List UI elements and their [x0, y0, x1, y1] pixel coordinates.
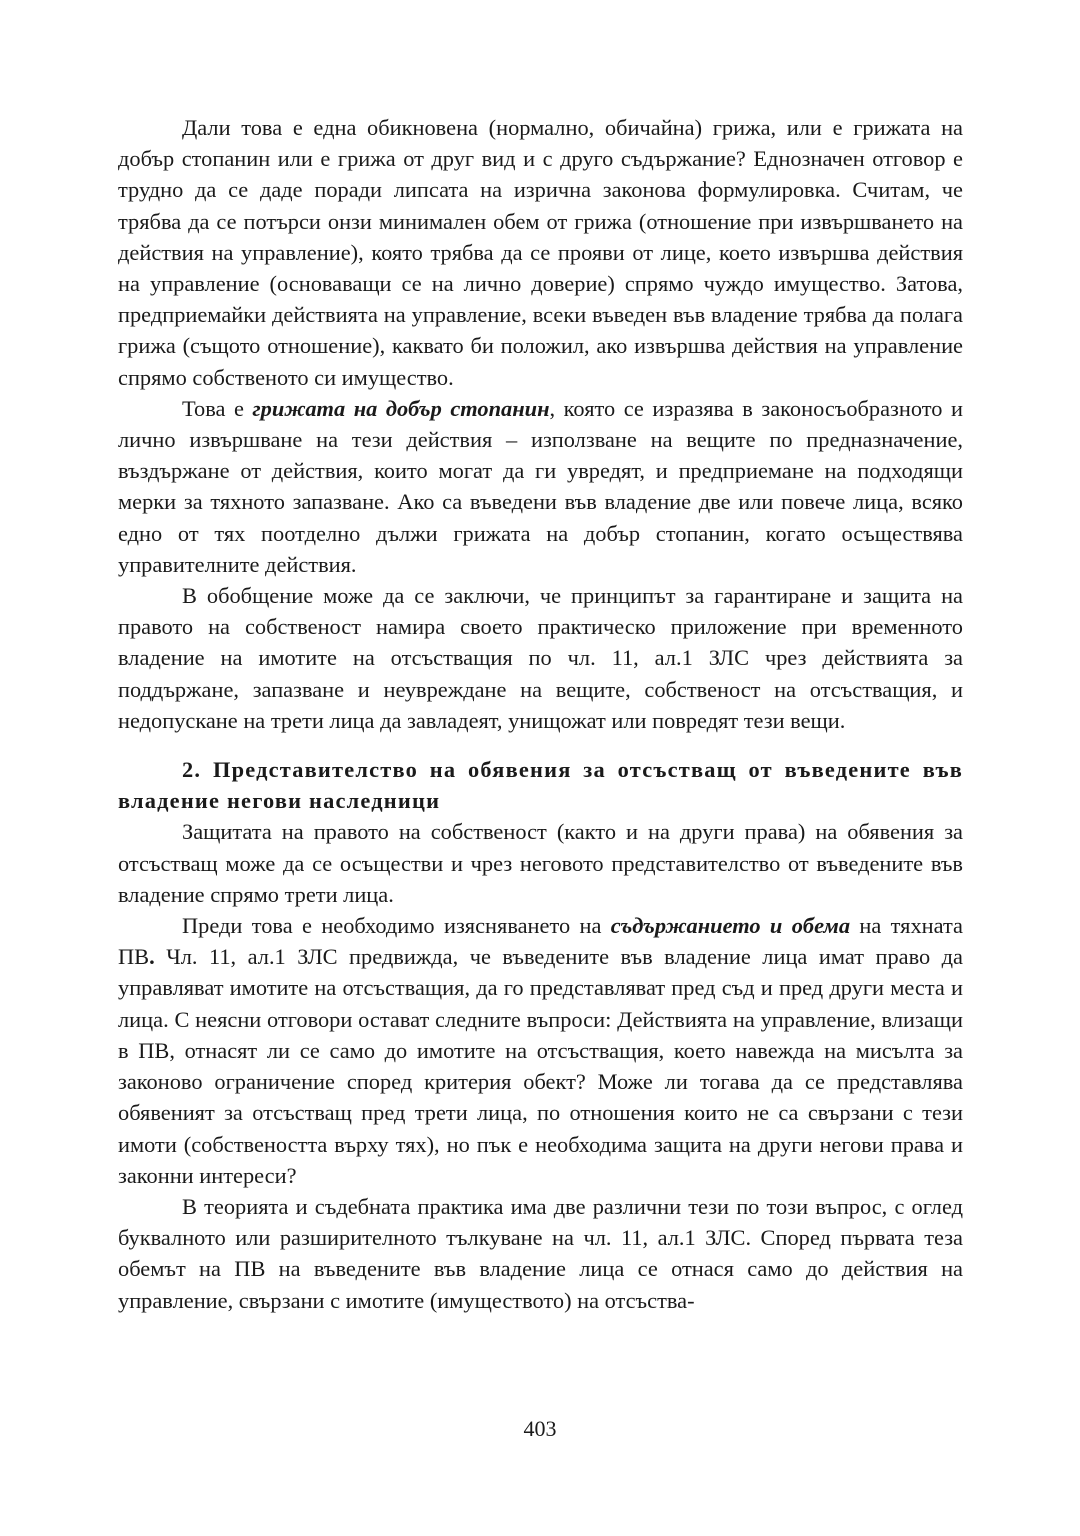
section-heading: 2. Представителство на обявения за отсъстващ от въведените във владение негови наследници	[118, 757, 963, 814]
bold-period: .	[149, 944, 155, 970]
paragraph-text: на тяхната ПВ	[118, 913, 963, 970]
paragraph-theories: В теорията и съдебната практика има две различни тези по този въпрос, с оглед буквалното или разширителното тълкуване на чл. 11, ал.1 ЗЛС. Според първата теза обемът на ПВ на въведените във владение лица се отнася само до действия на управление, свързани с имотите (имуществото) на отсъства-	[118, 1193, 963, 1313]
paragraph-text: Това е	[182, 395, 253, 421]
paragraph-good-steward	[118, 393, 963, 580]
paragraph-representation: Защитата на правото на собственост (както и на други права) на обявения за отсъстващ може да се осъществи и чрез неговото представителство от въведените във владение спрямо трети лица.	[118, 819, 963, 907]
paragraph-text: Преди това е необходимо изясняването на	[182, 913, 611, 939]
paragraph-text: Чл. 11, ал.1 ЗЛС предвижда, че въведените във владение лица имат право да управляват имотите на отсъстващия, да го представляват пред съд и пред други места и лица. С неясни отговори остават следните въпроси: Действията на управление, влизащи в ПВ, отнасят ли се само до имотите на отсъстващия, което навежда на мисълта за законово ограничение според критерия обект? Може ли тогава да се представлява обявеният за отсъстващ пред трети лица, по отношения които не са свързани с тези имоти (собствеността върху тях), но пък е необходима защита на други негови права и законни интереси?	[118, 944, 963, 1188]
emphasis-good-steward: грижата на добър стопанин	[252, 395, 550, 421]
paragraph-care-question: Дали това е една обикновена (нормално, обичайна) грижа, или е грижата на добър стопанин или е грижа от друг вид и с друго съдържание? Еднозначен отговор е трудно да се даде поради липсата на изрична законова формулировка. Считам, че трябва да се потърси онзи минимален обем от грижа (отношение при извършването на действия на управление), която трябва да се прояви от лице, което извършва действия на управление (основаващи се на лично доверие) спрямо чуждо имущество. Затова, предприемайки действията на управление, всеки въведен във владение трябва да полага грижа (същото отношение), каквато би положил, ако извършва действия на управление спрямо собственото си имущество.	[118, 115, 963, 390]
paragraph-text: , която се изразява в законосъобразното и лично извършване на тези действия – използване на вещите по предназначение, въздържане от действия, които могат да ги увредят, и предприемане на подходящи мерки за тяхното запазване. Ако са въведени във владение две или повече лица, всяко едно от тях поотделно дължи грижата на добър стопанин, когато осъществява управителните действия.	[118, 395, 963, 577]
paragraph-content-scope	[118, 910, 963, 1191]
page-number: 403	[523, 1416, 557, 1441]
page-body	[118, 112, 963, 1316]
paragraph-summary: В обобщение може да се заключи, че принципът за гарантиране и защита на правото на собственост намира своето практическо приложение при временното владение на имотите на отсъстващия по чл. 11, ал.1 ЗЛС чрез действията за поддържане, запазване и неувреждане на вещите, собственост на отсъстващия, и недопускане на трети лица да завладеят, унищожат или повредят тези вещи.	[118, 583, 963, 733]
emphasis-content-scope: съдържанието и обема	[610, 913, 851, 939]
